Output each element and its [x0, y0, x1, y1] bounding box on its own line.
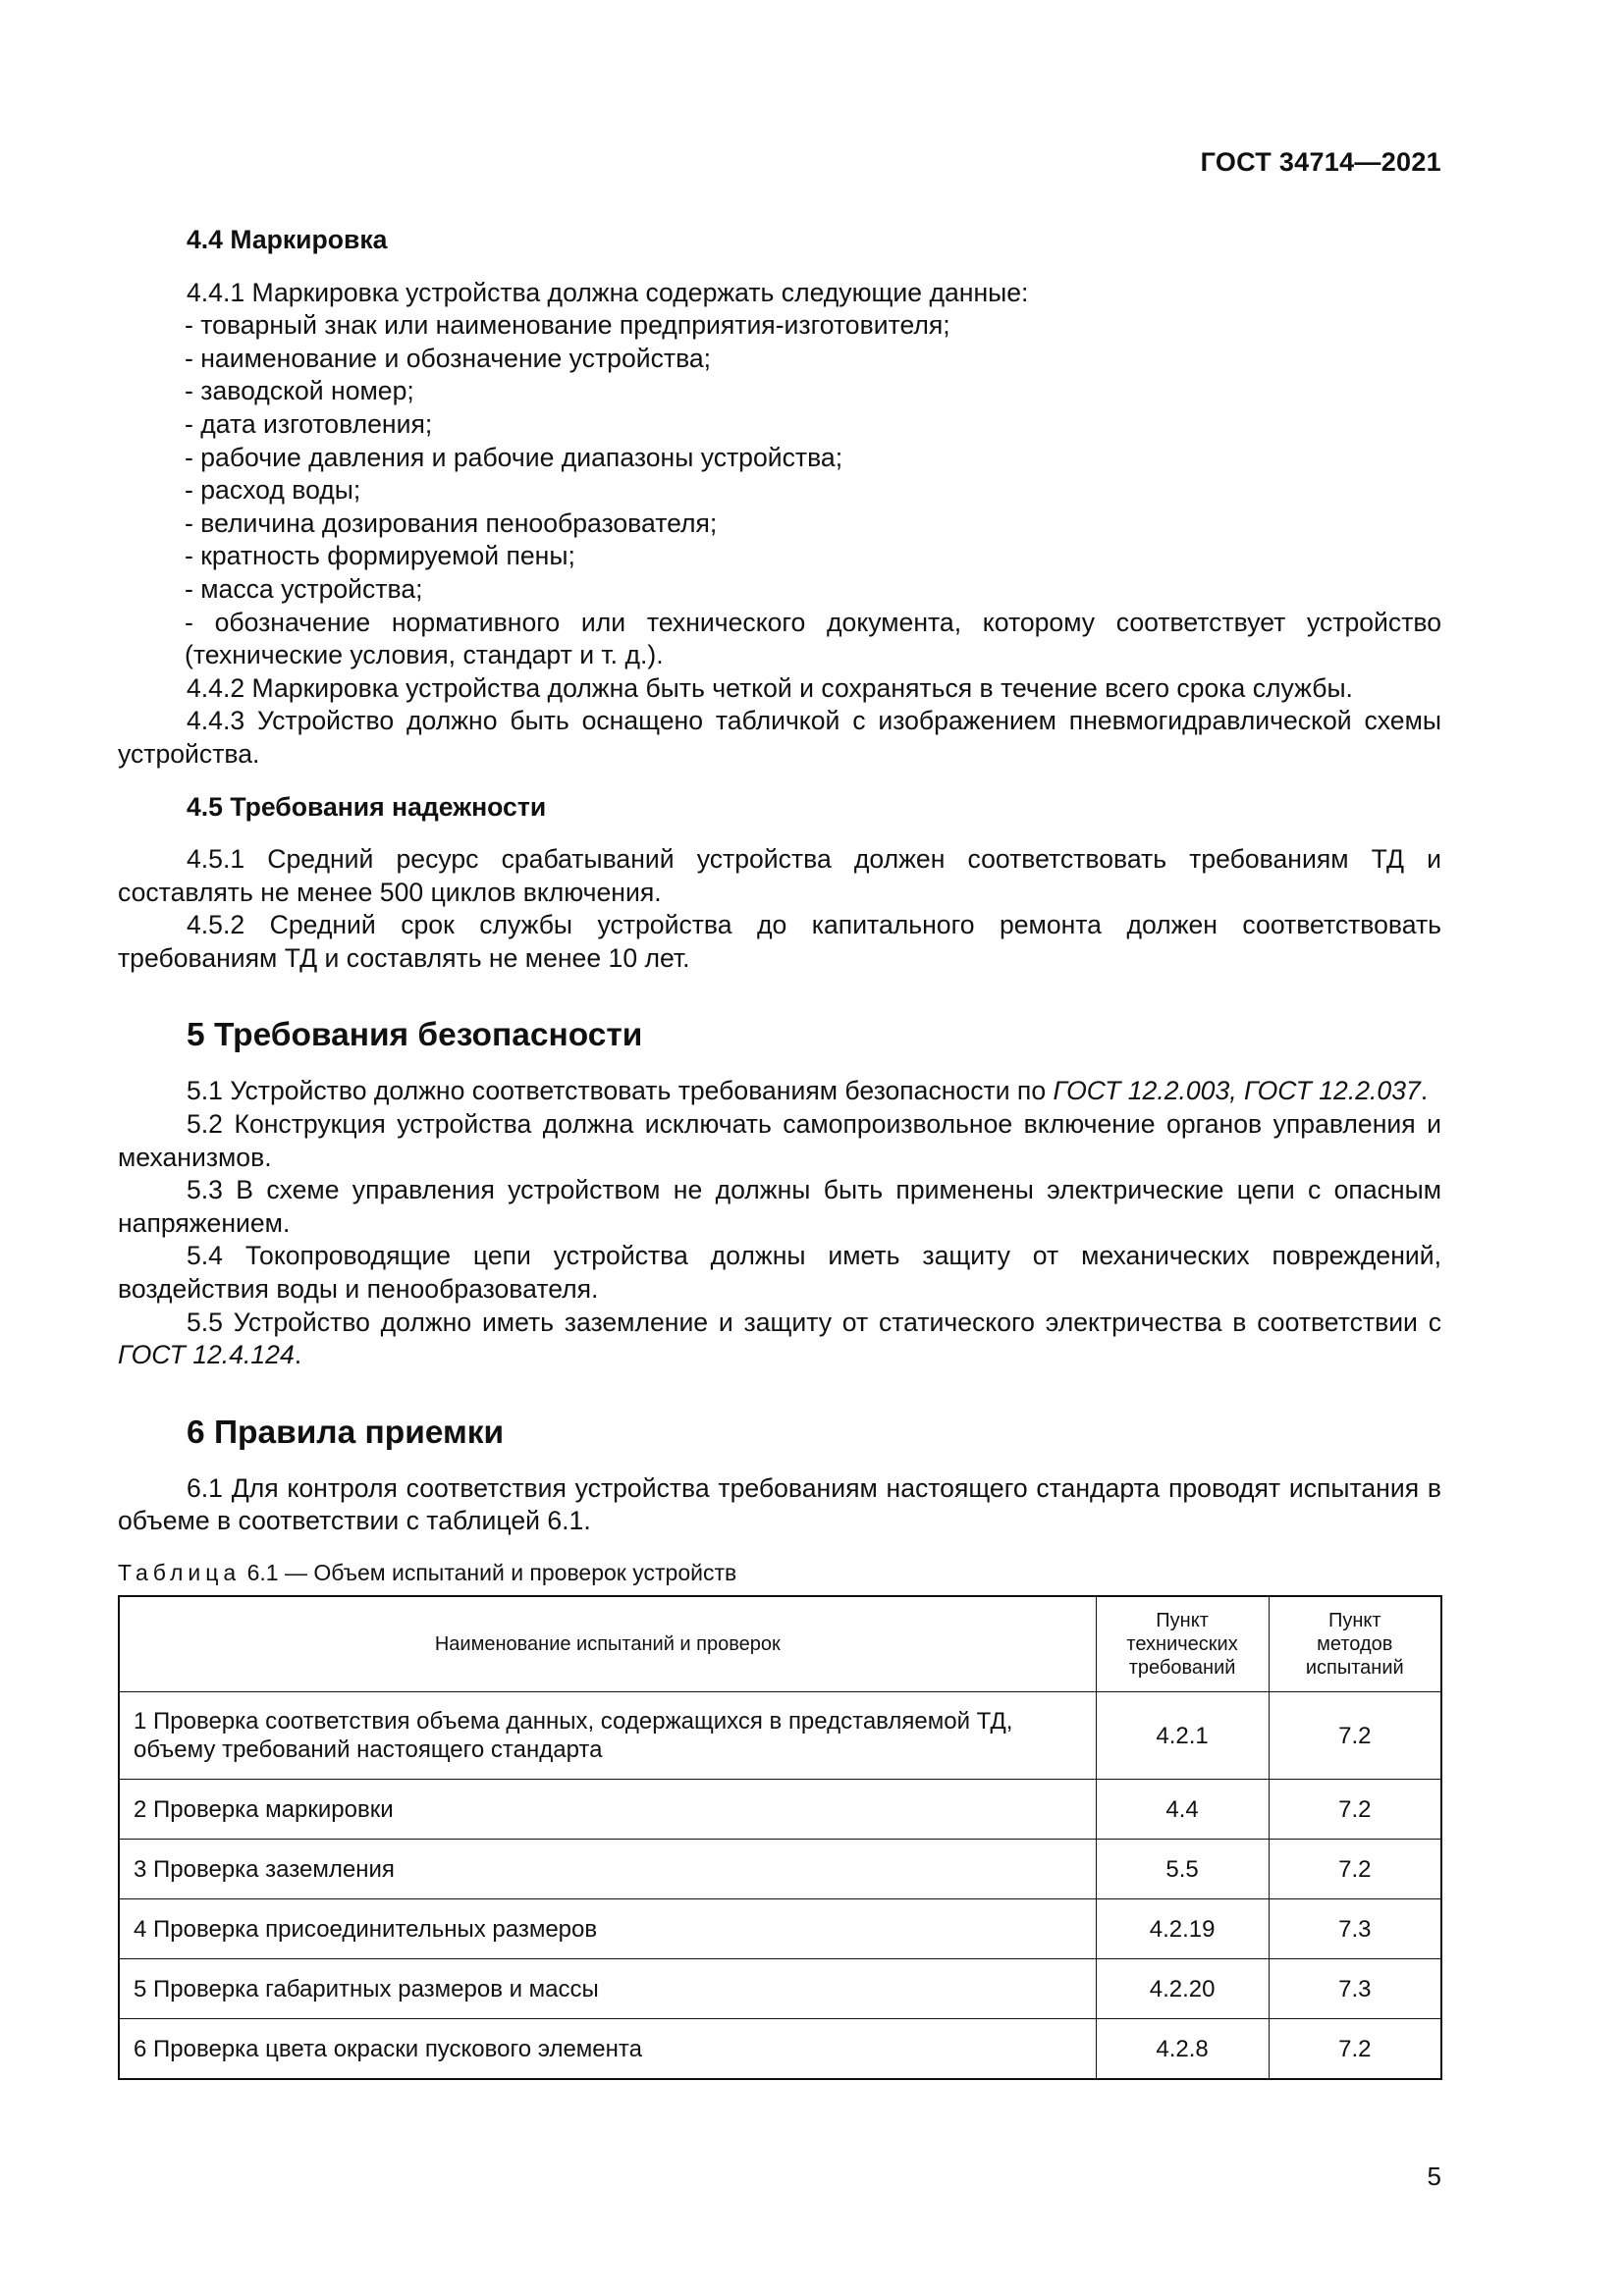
paragraph-4-4-3: 4.4.3 Устройство должно быть оснащено табличкой с изображением пневмогидравлической схемы устройства.	[118, 706, 1441, 769]
list-item: - обозначение нормативного или технического документа, которому соответствует устройство (технические условия, стандарт и т. д.).	[118, 607, 1441, 672]
table-header-row	[119, 1596, 1441, 1692]
table-cell: 4.4	[1096, 1780, 1269, 1840]
page-number: 5	[1427, 2162, 1441, 2191]
section-title-4-5: 4.5 Требования надежности	[187, 791, 547, 822]
list-item: - кратность формируемой пены;	[118, 540, 1441, 573]
paragraph-5-3: 5.3 В схеме управления устройством не должны быть применены электрические цепи с опасным напряжением.	[118, 1175, 1441, 1238]
table-cell: 3 Проверка заземления	[119, 1840, 1096, 1899]
table-cell: 4.2.1	[1096, 1692, 1269, 1780]
paragraph-4-5-1: 4.5.1 Средний ресурс срабатываний устройства должен соответствовать требованиям ТД и составлять не менее 500 циклов включения.	[118, 844, 1441, 907]
paragraph-5-2: 5.2 Конструкция устройства должна исключать самопроизвольное включение органов управления и механизмов.	[118, 1109, 1441, 1172]
table-cell: 7.2	[1269, 2019, 1441, 2080]
paragraph-4-4-1: 4.4.1 Маркировка устройства должна содержать следующие данные:	[187, 277, 1029, 307]
table-cell: 7.3	[1269, 1899, 1441, 1959]
paragraph-4-4-2: 4.4.2 Маркировка устройства должна быть четкой и сохраняться в течение всего срока службы.	[187, 672, 1353, 703]
paragraph-5-5: 5.5 Устройство должно иметь заземление и защиту от статического электричества в соответствии с ГОСТ 12.4.124.	[118, 1307, 1441, 1370]
list-item: - товарный знак или наименование предприятия-изготовителя;	[118, 309, 1441, 343]
table-cell: 4 Проверка присоединительных размеров	[119, 1899, 1096, 1959]
table-row	[119, 1780, 1441, 1840]
table-cell: 5.5	[1096, 1840, 1269, 1899]
column-header: Наименование испытаний и проверок	[119, 1596, 1096, 1692]
table-cell: 2 Проверка маркировки	[119, 1780, 1096, 1840]
section-title-4-4: 4.4 Маркировка	[187, 225, 388, 254]
table-cell: 7.2	[1269, 1840, 1441, 1899]
list-item: - расход воды;	[118, 474, 1441, 507]
paragraph-6-1: 6.1 Для контроля соответствия устройства требованиям настоящего стандарта проводят испытания в объеме в соответствии с таблицей 6.1.	[118, 1472, 1441, 1536]
paragraph-5-1: 5.1 Устройство должно соответствовать требованиям безопасности по ГОСТ 12.2.003, ГОСТ 12.2.037.	[187, 1076, 1429, 1106]
marking-list	[118, 309, 1441, 672]
document-body	[118, 224, 1441, 2080]
list-item: - наименование и обозначение устройства;	[118, 343, 1441, 376]
table-caption: Таблица 6.1 — Объем испытаний и проверок устройств	[118, 1560, 737, 1585]
tests-table	[118, 1595, 1442, 2080]
table-cell: 5 Проверка габаритных размеров и массы	[119, 1959, 1096, 2019]
table-cell: 4.2.20	[1096, 1959, 1269, 2019]
table-row	[119, 1840, 1441, 1899]
paragraph-5-4: 5.4 Токопроводящие цепи устройства должны иметь защиту от механических повреждений, воздействия воды и пенообразователя.	[118, 1241, 1441, 1305]
document-id: ГОСТ 34714—2021	[1200, 147, 1441, 177]
section-title-6: 6 Правила приемки	[187, 1414, 505, 1451]
table-row	[119, 1899, 1441, 1959]
table-row	[119, 2019, 1441, 2080]
table-cell: 7.2	[1269, 1780, 1441, 1840]
list-item: - величина дозирования пенообразователя;	[118, 507, 1441, 541]
paragraph-4-5-2: 4.5.2 Средний срок службы устройства до капитального ремонта должен соответствовать требованиям ТД и составлять не менее 10 лет.	[118, 910, 1441, 973]
table-cell: 4.2.8	[1096, 2019, 1269, 2080]
standard-reference: ГОСТ 12.4.124	[118, 1340, 295, 1370]
table-row	[119, 1959, 1441, 2019]
table-cell: 7.2	[1269, 1692, 1441, 1780]
standard-reference: ГОСТ 12.2.003, ГОСТ 12.2.037	[1053, 1076, 1421, 1106]
list-item: - масса устройства;	[118, 573, 1441, 607]
list-item: - дата изготовления;	[118, 408, 1441, 442]
column-header: Пункт технических требований	[1096, 1596, 1269, 1692]
list-item: - рабочие давления и рабочие диапазоны устройства;	[118, 442, 1441, 475]
column-header: Пункт методов испытаний	[1269, 1596, 1441, 1692]
table-row	[119, 1692, 1441, 1780]
table-cell: 1 Проверка соответствия объема данных, содержащихся в представляемой ТД, объему требований настоящего стандарта	[119, 1692, 1096, 1780]
section-title-5: 5 Требования безопасности	[187, 1017, 643, 1054]
table-cell: 4.2.19	[1096, 1899, 1269, 1959]
table-cell: 7.3	[1269, 1959, 1441, 2019]
table-cell: 6 Проверка цвета окраски пускового элемента	[119, 2019, 1096, 2080]
list-item: - заводской номер;	[118, 375, 1441, 408]
